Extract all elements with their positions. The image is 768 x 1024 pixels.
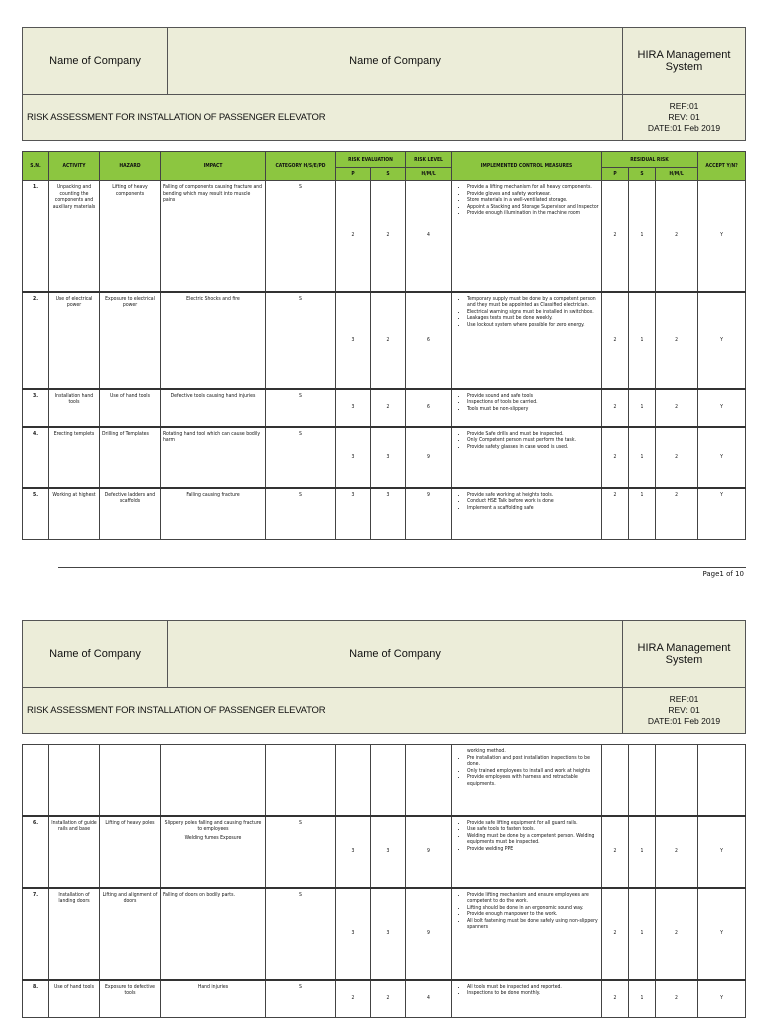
row-hazard: Drilling of Templates [100, 427, 161, 488]
row-residual-hml: 2 [656, 389, 698, 427]
row-accept: Y [698, 980, 746, 1018]
row-activity: Unpacking and counting the components and auxiliary materials [49, 181, 100, 292]
date: DATE:01 Feb 2019 [647, 123, 721, 133]
row-residual-s: 1 [629, 488, 656, 540]
row-residual-p: 2 [602, 816, 629, 888]
row-category: S [266, 427, 336, 488]
row-hazard: Use of hand tools [100, 389, 161, 427]
row-controls [452, 181, 602, 292]
row-residual-p: 2 [602, 488, 629, 540]
row-level: 9 [406, 488, 452, 540]
control-item: • Conduct HSE Talk before work is done [467, 498, 599, 505]
col-risk-evaluation: RISK EVALUATION [336, 152, 406, 168]
company-name-left: Name of Company [23, 621, 168, 688]
row-category: S [266, 292, 336, 389]
row-controls [452, 980, 602, 1018]
control-item: • Provide gloves and safety workwear. [467, 191, 599, 198]
row-residual-hml: 2 [656, 816, 698, 888]
table-row [23, 427, 746, 488]
row-activity: Use of electrical power [49, 292, 100, 389]
control-item: • Temporary supply must be done by a competent person and they must be appointed as Classified electrician. [467, 296, 599, 309]
row-residual-hml: 2 [656, 181, 698, 292]
row-accept: Y [698, 816, 746, 888]
col-residual-risk: RESIDUAL RISK [602, 152, 698, 168]
row-activity: Installation hand tools [49, 389, 100, 427]
row-sn: 8. [23, 980, 49, 1018]
impact-text-2: Welding fumes Exposure [184, 834, 242, 841]
row-residual-p: 2 [602, 389, 629, 427]
row-controls [452, 816, 602, 888]
col-category: CATEGORY H/S/E/PD [266, 152, 336, 181]
row-p: 3 [336, 888, 371, 980]
col-hazard: HAZARD [100, 152, 161, 181]
row-p: 3 [336, 488, 371, 540]
row-s: 2 [371, 181, 406, 292]
row-residual-hml: 2 [656, 292, 698, 389]
table-row [23, 488, 746, 540]
revision: REV: 01 [668, 705, 700, 715]
row-impact: Falling of doors on bodily parts. [161, 888, 266, 980]
control-item: • Tools must be non-slippery [467, 406, 599, 413]
control-item: • Provide enough manpower to the work. [467, 911, 599, 918]
row-impact: Rotating hand tool which can cause bodily harm [161, 427, 266, 488]
row-s: 2 [371, 980, 406, 1018]
page2-header [22, 620, 746, 734]
control-item: • All bolt fastening must be done safely using non-slippery spanners [467, 918, 599, 931]
row-sn [23, 745, 49, 816]
col-controls: IMPLEMENTED CONTROL MEASURES [452, 152, 602, 181]
row-residual-p [602, 745, 629, 816]
row-s [371, 745, 406, 816]
row-p [336, 745, 371, 816]
row-activity: Installation of guide rails and base [49, 816, 100, 888]
row-residual-p: 2 [602, 292, 629, 389]
ref-block [623, 95, 746, 141]
row-residual-p: 2 [602, 980, 629, 1018]
row-controls [452, 427, 602, 488]
col-sn: S.N. [23, 152, 49, 181]
row-residual-hml: 2 [656, 488, 698, 540]
row-category: S [266, 181, 336, 292]
control-item: • Provide employees with harness and retractable equipments. [467, 774, 599, 787]
company-name-left: Name of Company [23, 28, 168, 95]
row-activity: Installation of landing doors [49, 888, 100, 980]
row-residual-s: 1 [629, 816, 656, 888]
control-item: • Leakages tests must be done weekly. [467, 315, 599, 322]
row-level: 6 [406, 292, 452, 389]
col-risk-level: RISK LEVEL [406, 152, 452, 168]
row-sn: 3. [23, 389, 49, 427]
control-item: • Only trained employees to install and work at heights [467, 768, 599, 775]
row-residual-s: 1 [629, 980, 656, 1018]
table-row [23, 980, 746, 1018]
row-residual-hml: 2 [656, 427, 698, 488]
footer-divider [58, 567, 746, 568]
control-item: • Provide safe lifting equipment for all guard rails. [467, 820, 599, 827]
row-category: S [266, 389, 336, 427]
col-p: P [336, 168, 371, 181]
ref-block [623, 688, 746, 734]
col-activity: ACTIVITY [49, 152, 100, 181]
table-row [23, 181, 746, 292]
row-sn: 6. [23, 816, 49, 888]
row-residual-s: 1 [629, 427, 656, 488]
row-level: 4 [406, 980, 452, 1018]
date: DATE:01 Feb 2019 [647, 716, 721, 726]
control-item: • Provide enough illumination in the machine room [467, 210, 599, 217]
row-s: 3 [371, 888, 406, 980]
row-impact: Hand injuries [161, 980, 266, 1018]
row-category: S [266, 816, 336, 888]
ref-number: REF:01 [669, 101, 699, 111]
row-level: 6 [406, 389, 452, 427]
row-accept: Y [698, 888, 746, 980]
row-sn: 5. [23, 488, 49, 540]
col-residual-hml: H/M/L [656, 168, 698, 181]
control-item: • Provide safety glasses in case wood is used. [467, 444, 599, 451]
row-s: 3 [371, 816, 406, 888]
row-activity: Working at highest [49, 488, 100, 540]
control-item: • Use lockout system where possible for zero energy. [467, 322, 599, 329]
row-activity [49, 745, 100, 816]
row-p: 3 [336, 816, 371, 888]
row-controls [452, 488, 602, 540]
control-item: • Provide welding PPE [467, 846, 599, 853]
row-impact: Falling causing fracture [161, 488, 266, 540]
control-continued: working method. [467, 748, 506, 754]
row-residual-p: 2 [602, 888, 629, 980]
row-hazard: Lifting of heavy components [100, 181, 161, 292]
row-hazard [100, 745, 161, 816]
company-name-center: Name of Company [168, 621, 623, 688]
row-controls [452, 292, 602, 389]
row-s: 3 [371, 488, 406, 540]
row-category: S [266, 488, 336, 540]
row-p: 2 [336, 980, 371, 1018]
control-item: • Store materials in a well-ventilated storage. [467, 197, 599, 204]
row-p: 3 [336, 292, 371, 389]
row-sn: 1. [23, 181, 49, 292]
row-s: 2 [371, 389, 406, 427]
row-sn: 2. [23, 292, 49, 389]
control-item: • Pre installation and post installation inspections to be done. [467, 755, 599, 768]
row-impact: Electric Shocks and fire [161, 292, 266, 389]
impact-text: Slippery poles falling and causing fracture to employees [164, 819, 262, 833]
row-level [406, 745, 452, 816]
row-s: 2 [371, 292, 406, 389]
page1-header [22, 27, 746, 141]
system-name: HIRA Management System [623, 621, 746, 688]
control-item: • Electrical warning signs must be installed in switchbox. [467, 309, 599, 316]
row-residual-hml: 2 [656, 980, 698, 1018]
row-hazard: Lifting and alignment of doors [100, 888, 161, 980]
row-residual-s: 1 [629, 181, 656, 292]
control-item: • Provide sound and safe tools [467, 393, 599, 400]
row-residual-hml: 2 [656, 888, 698, 980]
row-level: 9 [406, 816, 452, 888]
row-sn: 7. [23, 888, 49, 980]
control-item: • Provide Safe drills and must be inspected. [467, 431, 599, 438]
control-item: • Welding must be done by a competent person. Welding equipments must be inspected. [467, 833, 599, 846]
col-impact: IMPACT [161, 152, 266, 181]
risk-table-page1 [22, 151, 746, 540]
row-controls [452, 888, 602, 980]
row-residual-s: 1 [629, 292, 656, 389]
control-item: • Inspections of tools be carried. [467, 399, 599, 406]
row-impact: Defective tools causing hand injuries [161, 389, 266, 427]
table-row [23, 745, 746, 816]
row-residual-s: 1 [629, 389, 656, 427]
control-item: • Inspections to be done monthly. [467, 990, 599, 997]
row-s: 3 [371, 427, 406, 488]
row-impact: Falling of components causing fracture and bending which may result into muscle pains [161, 181, 266, 292]
row-residual-p: 2 [602, 427, 629, 488]
row-p: 3 [336, 427, 371, 488]
page-number: Page1 of 10 [702, 570, 744, 578]
row-activity: Use of hand tools [49, 980, 100, 1018]
row-residual-hml [656, 745, 698, 816]
table-row [23, 389, 746, 427]
row-hazard: Defective ladders and scaffolds [100, 488, 161, 540]
control-item: • Implement a scaffolding safe [467, 505, 599, 512]
row-sn: 4. [23, 427, 49, 488]
row-impact [161, 816, 266, 888]
row-category [266, 745, 336, 816]
row-level: 9 [406, 888, 452, 980]
system-name: HIRA Management System [623, 28, 746, 95]
table-row [23, 888, 746, 980]
row-level: 9 [406, 427, 452, 488]
col-hml: H/M/L [406, 168, 452, 181]
row-hazard: Lifting of heavy poles [100, 816, 161, 888]
row-level: 4 [406, 181, 452, 292]
document-title: RISK ASSESSMENT FOR INSTALLATION OF PASSENGER ELEVATOR [23, 688, 623, 734]
row-accept: Y [698, 488, 746, 540]
row-controls [452, 745, 602, 816]
row-category: S [266, 888, 336, 980]
control-item: • Lifting should be done in an ergonomic sound way. [467, 905, 599, 912]
row-p: 3 [336, 389, 371, 427]
row-accept: Y [698, 427, 746, 488]
control-item: • Provide a lifting mechanism for all heavy components. [467, 184, 599, 191]
row-residual-s: 1 [629, 888, 656, 980]
row-accept: Y [698, 292, 746, 389]
document-title: RISK ASSESSMENT FOR INSTALLATION OF PASSENGER ELEVATOR [23, 95, 623, 141]
risk-table-page2 [22, 744, 746, 1018]
row-hazard: Exposure to electrical power [100, 292, 161, 389]
col-residual-s: S [629, 168, 656, 181]
col-residual-p: P [602, 168, 629, 181]
row-hazard: Exposure to defective tools [100, 980, 161, 1018]
revision: REV: 01 [668, 112, 700, 122]
row-residual-p: 2 [602, 181, 629, 292]
control-item: • Provide safe working at heights tools. [467, 492, 599, 499]
row-activity: Erecting templets [49, 427, 100, 488]
row-accept [698, 745, 746, 816]
col-accept: ACCEPT Y/N? [698, 152, 746, 181]
control-item: • Provide lifting mechanism and ensure employees are competent to do the work. [467, 892, 599, 905]
control-item: • Use safe tools to fasten tools. [467, 826, 599, 833]
control-item: • Only Competent person must perform the task. [467, 437, 599, 444]
row-impact [161, 745, 266, 816]
table-row [23, 816, 746, 888]
control-item: • Appoint a Stacking and Storage Supervisor and Inspector [467, 204, 599, 211]
row-residual-s [629, 745, 656, 816]
ref-number: REF:01 [669, 694, 699, 704]
row-accept: Y [698, 389, 746, 427]
control-item: • All tools must be inspected and reported. [467, 984, 599, 991]
col-s: S [371, 168, 406, 181]
row-p: 2 [336, 181, 371, 292]
row-accept: Y [698, 181, 746, 292]
table-row [23, 292, 746, 389]
company-name-center: Name of Company [168, 28, 623, 95]
row-category: S [266, 980, 336, 1018]
row-controls [452, 389, 602, 427]
